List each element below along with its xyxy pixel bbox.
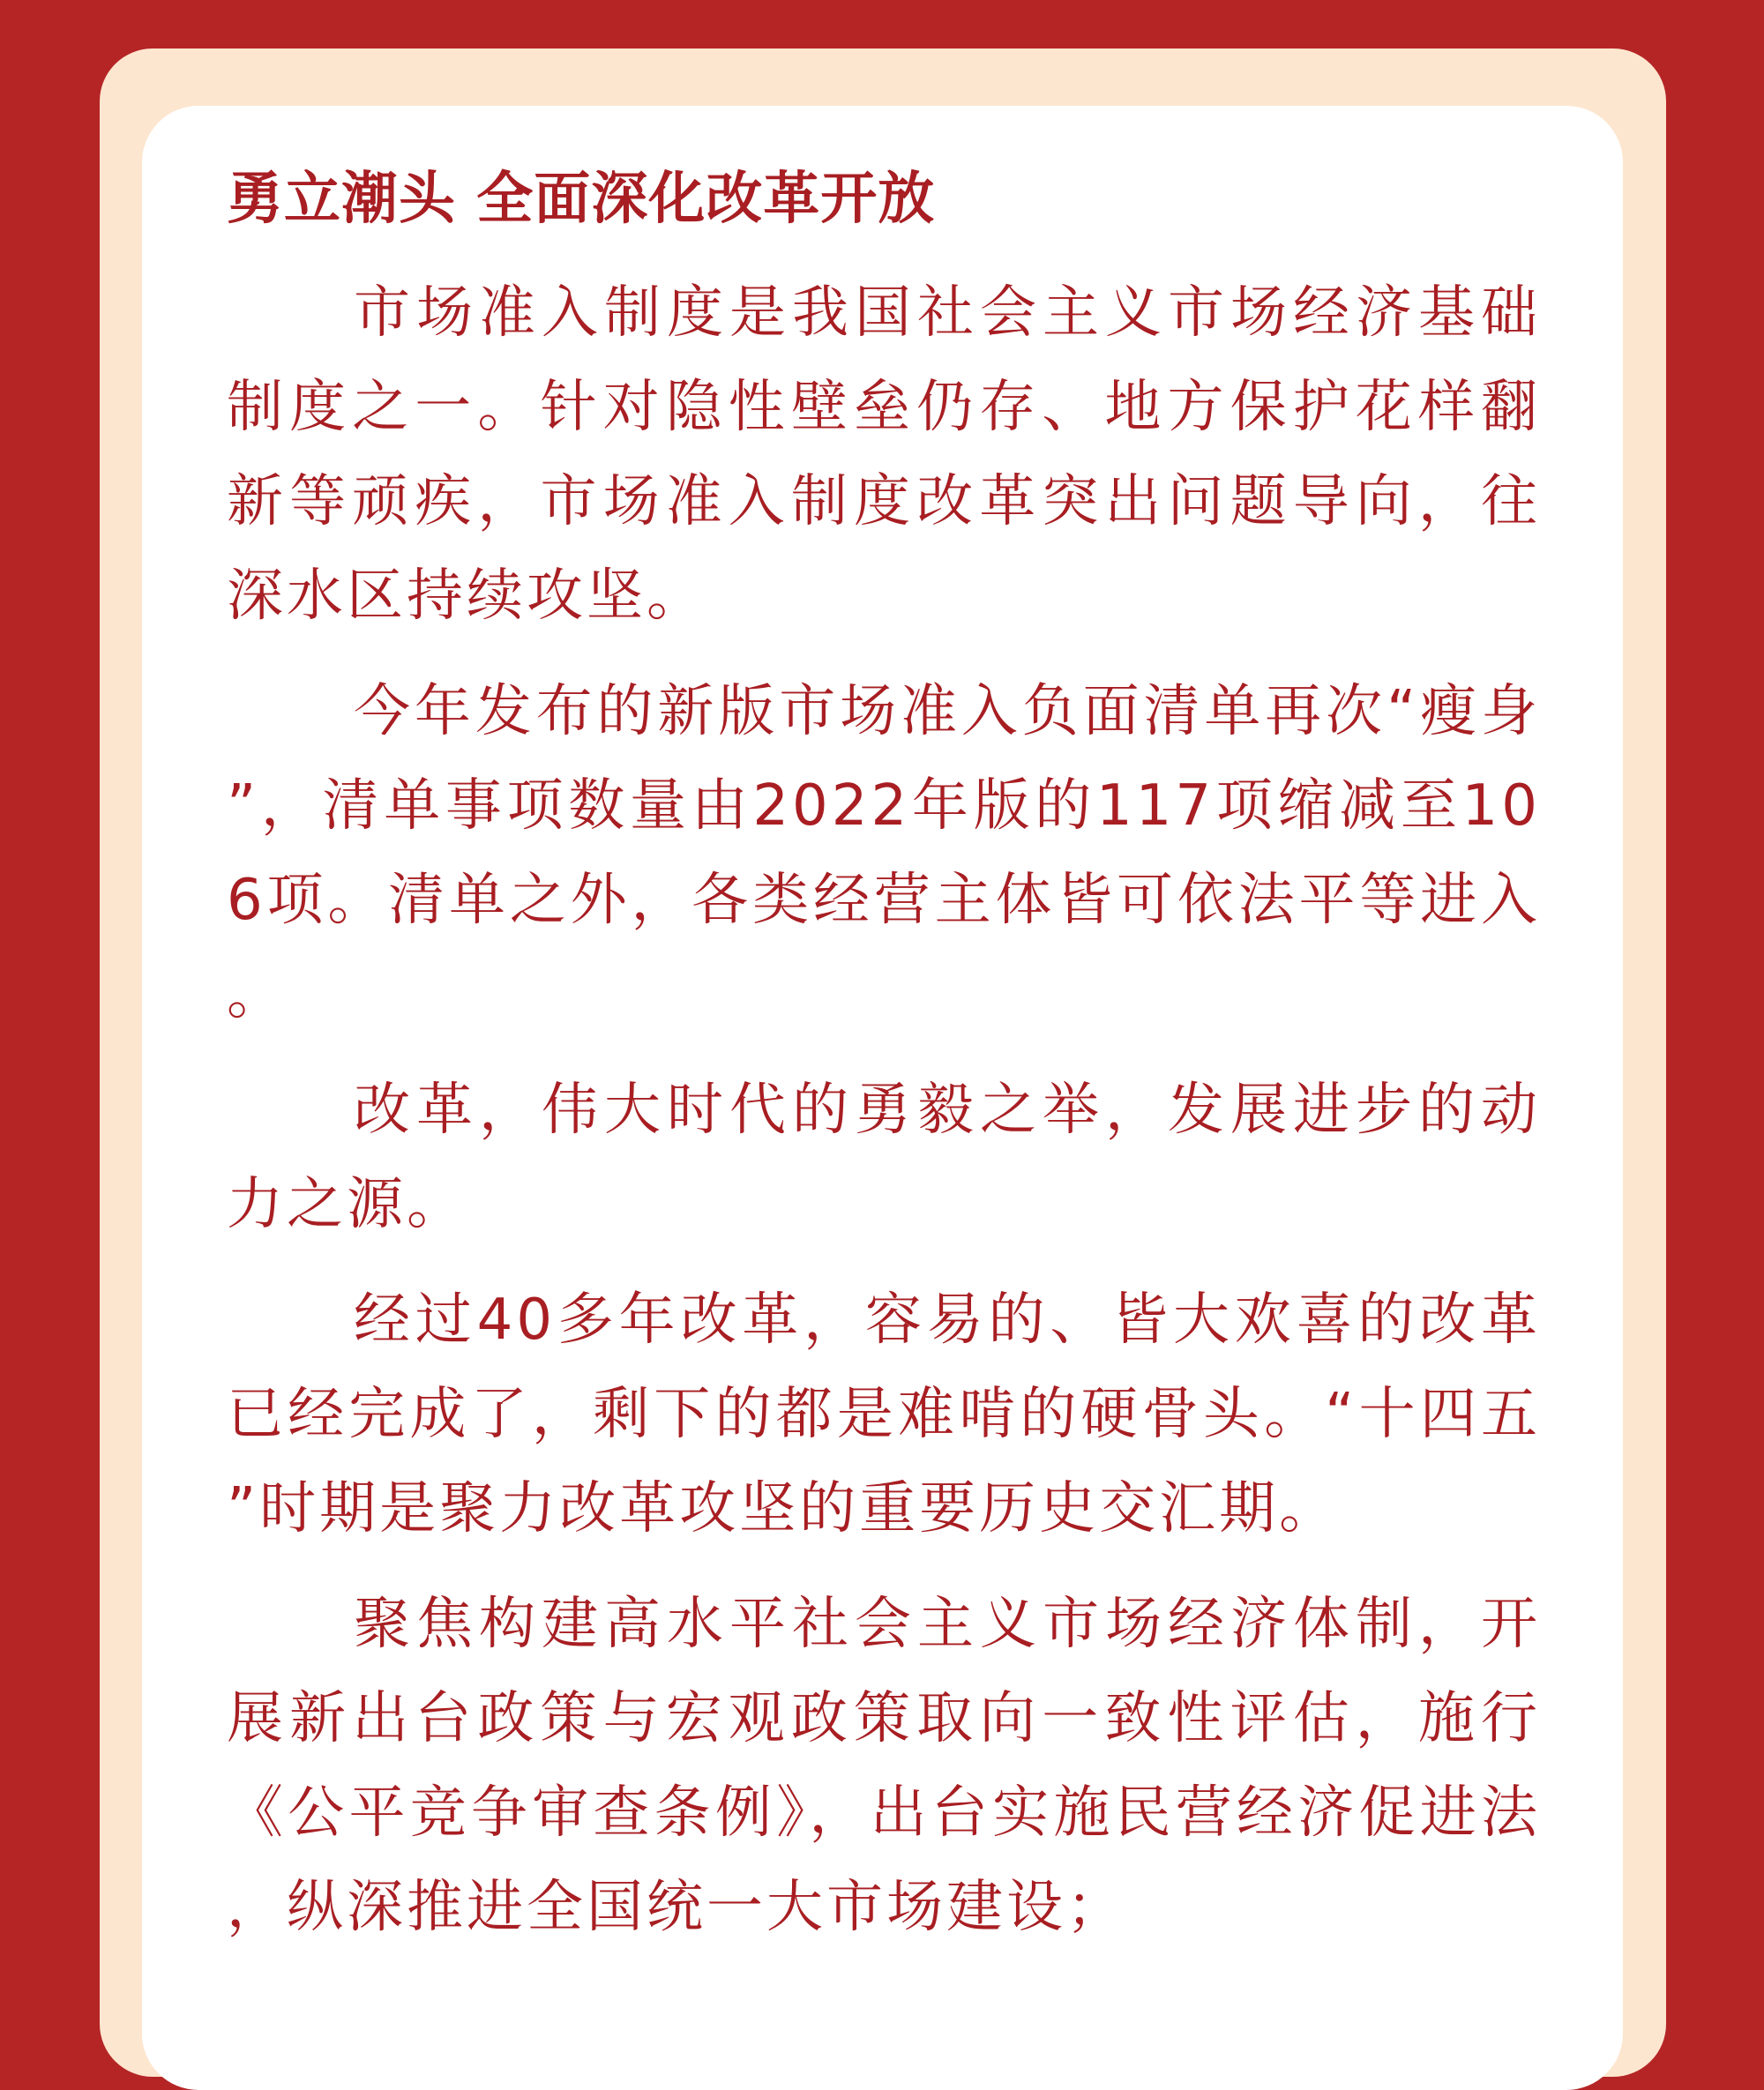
article-paragraph: 经过40多年改革，容易的、皆大欢喜的改革已经完成了，剩下的都是难啃的硬骨头。“十四五”时期是聚力改革攻坚的重要历史交汇期。	[227, 1288, 1541, 1541]
article-paragraph: 改革，伟大时代的勇毅之举，发展进步的动力之源。	[227, 1078, 1541, 1237]
article-heading: 勇立潮头 全面深化改革开放	[227, 167, 936, 232]
article-paragraph: 今年发布的新版市场准入负面清单再次“瘦身”，清单事项数量由2022年版的117项缩减至106项。清单之外，各类经营主体皆可依法平等进入。	[227, 679, 1541, 1027]
article-paragraph: 聚焦构建高水平社会主义市场经济体制，开展新出台政策与宏观政策取向一致性评估，施行《公平竞争审查条例》，出台实施民营经济促进法，纵深推进全国统一大市场建设；	[227, 1592, 1541, 1940]
article-content	[227, 150, 1541, 1976]
article-paragraph: 市场准入制度是我国社会主义市场经济基础制度之一。针对隐性壁垒仍存、地方保护花样翻新等顽疾，市场准入制度改革突出问题导向，往深水区持续攻坚。	[227, 280, 1541, 629]
